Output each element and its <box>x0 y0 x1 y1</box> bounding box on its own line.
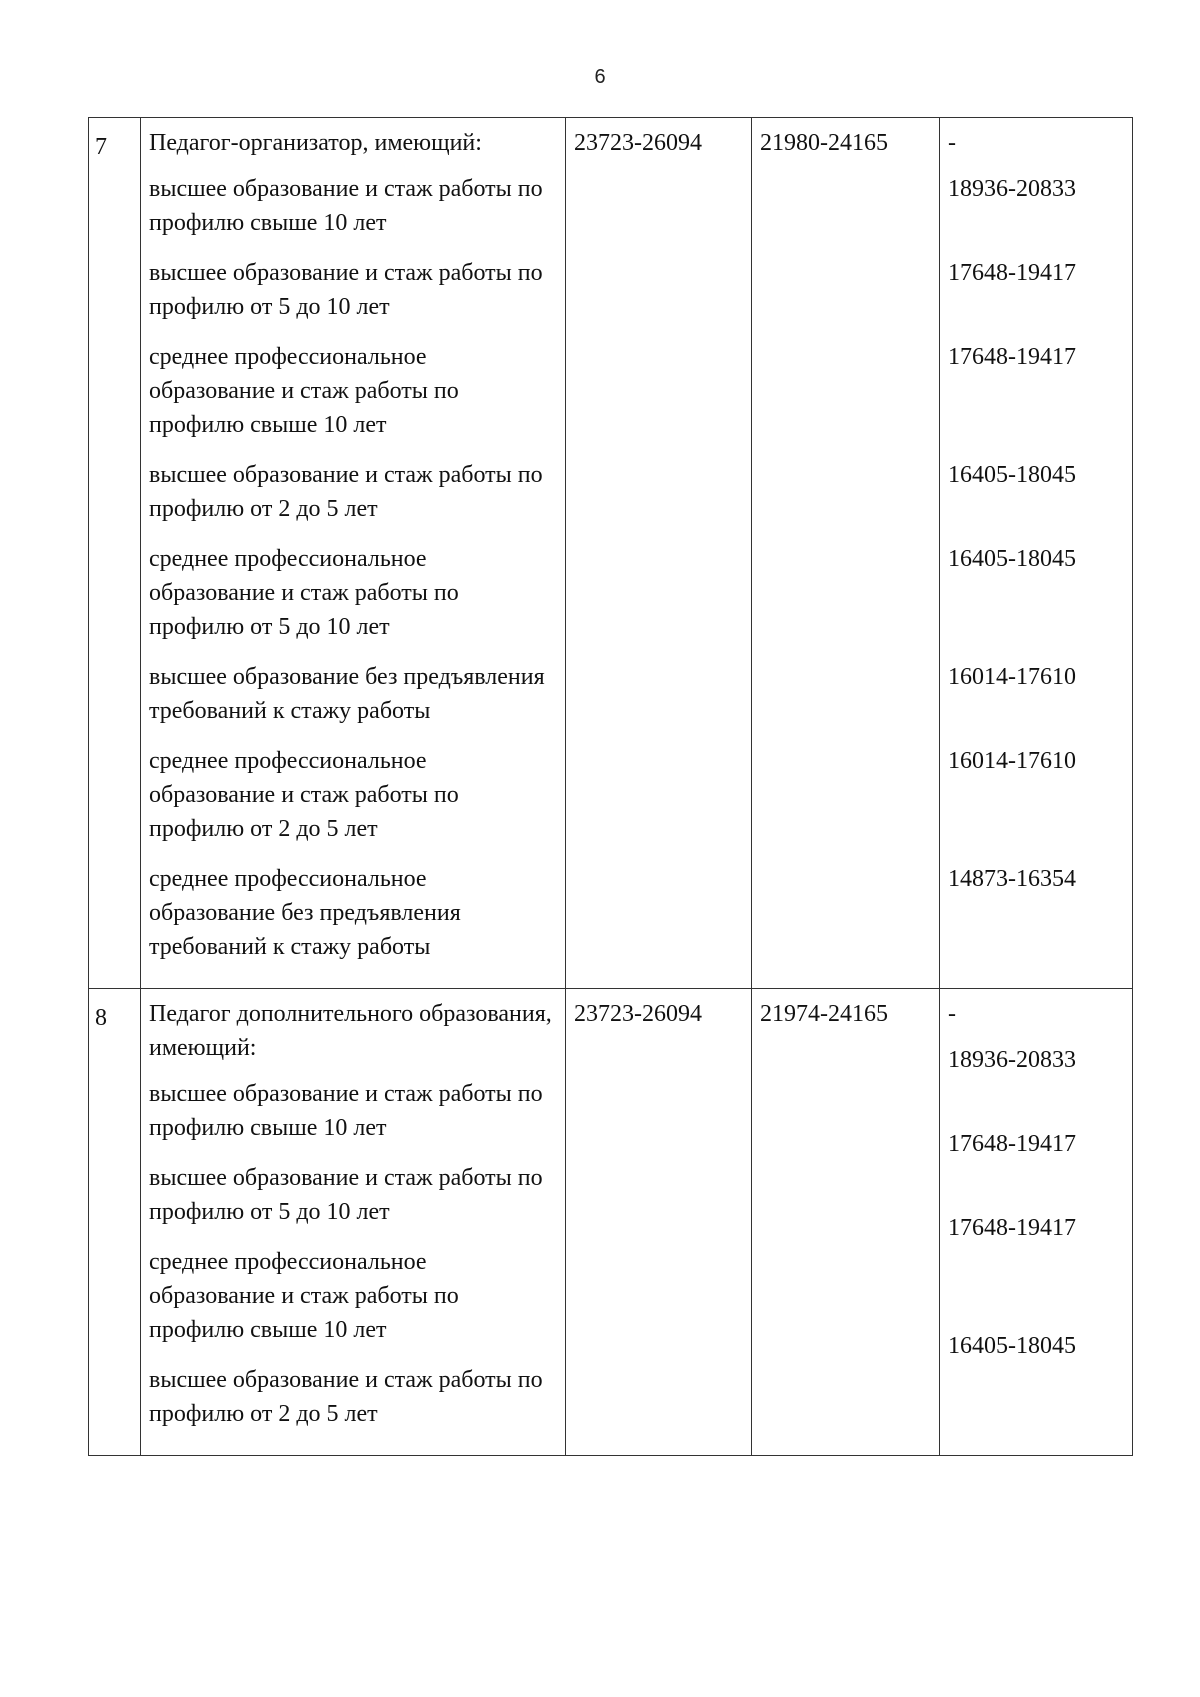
page-number: 6 <box>594 66 606 88</box>
row-number-cell <box>89 118 141 989</box>
table-row <box>89 989 1133 1456</box>
salary-range-1-cell <box>566 118 752 989</box>
salary-range-1: 23723-26094 <box>574 130 702 156</box>
qualification-rate: 17648-19417 <box>948 344 1076 370</box>
qualification-item: среднее профессиональное образование и стаж работы по профилю от 2 до 5 лет <box>149 748 459 842</box>
qualification-item: высшее образование и стаж работы по профилю от 2 до 5 лет <box>149 462 543 522</box>
salary-range-3-cell <box>940 118 1133 989</box>
qualification-item: высшее образование без предъявления требований к стажу работы <box>149 664 545 724</box>
qualification-rate: 16405-18045 <box>948 546 1076 572</box>
position-heading: Педагог дополнительного образования, имеющий: <box>149 1001 552 1061</box>
qualification-item: среднее профессиональное образование и стаж работы по профилю свыше 10 лет <box>149 344 459 438</box>
table-body <box>89 118 1133 1456</box>
qualification-rate: 17648-19417 <box>948 1131 1076 1157</box>
qualification-rate: 17648-19417 <box>948 1215 1076 1241</box>
row-number: 8 <box>95 1005 107 1031</box>
salary-table <box>88 117 1133 1456</box>
qualification-item: высшее образование и стаж работы по профилю свыше 10 лет <box>149 176 543 236</box>
salary-range-3-heading: - <box>948 130 956 156</box>
qualification-rate: 18936-20833 <box>948 176 1076 202</box>
qualification-rate: 16405-18045 <box>948 1333 1076 1359</box>
salary-range-1: 23723-26094 <box>574 1001 702 1027</box>
salary-range-3-cell <box>940 989 1133 1456</box>
qualification-item: среднее профессиональное образование без предъявления требований к стажу работы <box>149 866 461 960</box>
qualification-rate: 17648-19417 <box>948 260 1076 286</box>
qualification-item: высшее образование и стаж работы по профилю от 2 до 5 лет <box>149 1367 543 1427</box>
row-number: 7 <box>95 134 107 160</box>
salary-range-2: 21980-24165 <box>760 130 888 156</box>
qualification-item: высшее образование и стаж работы по профилю от 5 до 10 лет <box>149 1165 543 1225</box>
position-heading: Педагог-организатор, имеющий: <box>149 130 482 156</box>
qualification-item: высшее образование и стаж работы по профилю свыше 10 лет <box>149 1081 543 1141</box>
salary-range-1-cell <box>566 989 752 1456</box>
table-row <box>89 118 1133 989</box>
position-description-cell <box>141 989 566 1456</box>
qualification-rate: 16405-18045 <box>948 462 1076 488</box>
qualification-rate: 16014-17610 <box>948 748 1076 774</box>
salary-range-3-heading: - <box>948 1001 956 1027</box>
qualification-item: среднее профессиональное образование и стаж работы по профилю от 5 до 10 лет <box>149 546 459 640</box>
qualification-item: среднее профессиональное образование и стаж работы по профилю свыше 10 лет <box>149 1249 459 1343</box>
row-number-cell <box>89 989 141 1456</box>
qualification-rate: 14873-16354 <box>948 866 1076 892</box>
salary-range-2: 21974-24165 <box>760 1001 888 1027</box>
qualification-item: высшее образование и стаж работы по профилю от 5 до 10 лет <box>149 260 543 320</box>
position-description-cell <box>141 118 566 989</box>
salary-range-2-cell <box>752 118 940 989</box>
qualification-rate: 16014-17610 <box>948 664 1076 690</box>
qualification-rate: 18936-20833 <box>948 1047 1076 1073</box>
salary-range-2-cell <box>752 989 940 1456</box>
